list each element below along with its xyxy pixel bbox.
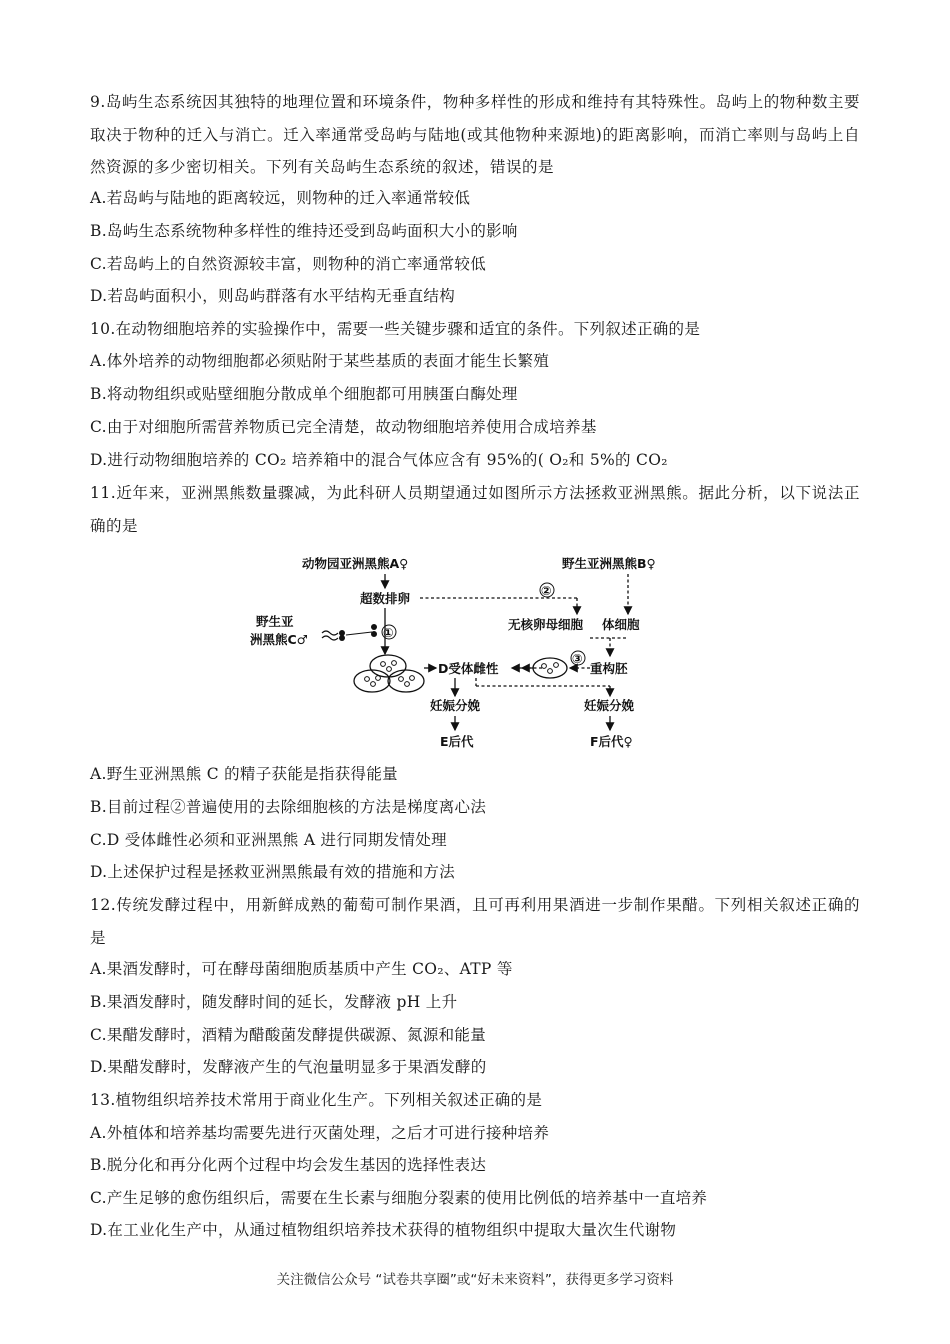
offspring-f-label: F后代♀ (590, 734, 633, 749)
step1-label: ① (383, 625, 394, 640)
step3-label: ③ (572, 651, 583, 666)
wild-bear-c-label-line2: 洲黑熊C♂ (250, 632, 308, 647)
q11-option-a: A.野生亚洲黑熊 C 的精子获能是指获得能量 (90, 765, 398, 783)
q13-option-d: D.在工业化生产中，从通过植物组织培养技术获得的植物组织中提取大量次生代谢物 (90, 1221, 677, 1239)
q9-option-d: D.若岛屿面积小，则岛屿群落有水平结构无垂直结构 (90, 287, 456, 305)
q13-option-a: A.外植体和培养基均需要先进行灭菌处理，之后才可进行接种培养 (90, 1124, 550, 1142)
somatic-cell-label: 体细胞 (602, 617, 640, 632)
q11-option-c: C.D 受体雌性必须和亚洲黑熊 A 进行同期发情处理 (90, 831, 447, 849)
q12-option-a: A.果酒发酵时，可在酵母菌细胞质基质中产生 CO₂、ATP 等 (90, 960, 513, 978)
q11-stem: 11.近年来，亚洲黑熊数量骤减，为此科研人员期望通过如图所示方法拯救亚洲黑熊。据此分析，以下说法正确的是 (90, 484, 860, 535)
bear-cloning-diagram (250, 548, 690, 753)
offspring-e-label: E后代 (440, 734, 474, 749)
step2-label: ② (541, 583, 552, 598)
q10-option-a: A.体外培养的动物细胞都必须贴附于某些基质的表面才能生长繁殖 (90, 352, 550, 370)
q12-option-c: C.果醋发酵时，酒精为醋酸菌发酵提供碳源、氮源和能量 (90, 1026, 487, 1044)
q13-option-b: B.脱分化和再分化两个过程中均会发生基因的选择性表达 (90, 1156, 487, 1174)
superovulation-label: 超数排卵 (360, 591, 411, 606)
q9-stem: 9.岛屿生态系统因其独特的地理位置和环境条件，物种多样性的形成和维持有其特殊性。岛屿上的物种数主要取决于物种的迁入与消亡。迁入率通常受岛屿与陆地(或其他物种来源地)的距离影响，而消亡率则与岛屿上自然资源的多少密切相关。下列有关岛屿生态系统的叙述，错误的是 (90, 93, 860, 176)
q12-stem: 12.传统发酵过程中，用新鲜成熟的葡萄可制作果酒，且可再利用果酒进一步制作果醋。下列相关叙述正确的是 (90, 896, 860, 947)
q10-option-d: D.进行动物细胞培养的 CO₂ 培养箱中的混合气体应含有 95%的( O₂和 5%的 CO₂ (90, 451, 668, 469)
wild-bear-c-label-line1: 野生亚 (256, 614, 294, 629)
q13-option-c: C.产生足够的愈伤组织后，需要在生长素与细胞分裂素的使用比例低的培养基中一直培养 (90, 1189, 708, 1207)
q12-option-d: D.果醋发酵时，发酵液产生的气泡量明显多于果酒发酵的 (90, 1058, 487, 1076)
q9-option-c: C.若岛屿上的自然资源较丰富，则物种的消亡率通常较低 (90, 255, 487, 273)
q10-option-b: B.将动物组织或贴壁细胞分散成单个细胞都可用胰蛋白酶处理 (90, 385, 518, 403)
wild-bear-b-label: 野生亚洲黑熊B♀ (562, 556, 656, 571)
embryo-cluster-icon (354, 655, 424, 692)
q9-option-a: A.若岛屿与陆地的距离较远，则物种的迁入率通常较低 (90, 189, 471, 207)
enucleated-oocyte-label: 无核卵母细胞 (508, 617, 584, 632)
sperm-icon (322, 624, 377, 641)
reconstructed-embryo-cell-icon (533, 658, 567, 678)
q9-option-b: B.岛屿生态系统物种多样性的维持还受到岛屿面积大小的影响 (90, 222, 518, 240)
q11-option-d: D.上述保护过程是拯救亚洲黑熊最有效的措施和方法 (90, 863, 456, 881)
page-footer-note: 关注微信公众号 “试卷共享圈”或“好未来资料”，获得更多学习资料 (276, 1272, 674, 1288)
q10-stem: 10.在动物细胞培养的实验操作中，需要一些关键步骤和适宜的条件。下列叙述正确的是 (90, 320, 701, 338)
q12-option-b: B.果酒发酵时，随发酵时间的延长，发酵液 pH 上升 (90, 993, 458, 1011)
recipient-d-label: D受体雌性 (438, 661, 499, 676)
reconstructed-embryo-label: 重构胚 (590, 661, 628, 676)
zoo-bear-a-label: 动物园亚洲黑熊A♀ (302, 556, 409, 571)
pregnancy-right-label: 妊娠分娩 (584, 698, 635, 713)
pregnancy-left-label: 妊娠分娩 (430, 698, 481, 713)
q10-option-c: C.由于对细胞所需营养物质已完全清楚，故动物细胞培养使用合成培养基 (90, 418, 597, 436)
q13-stem: 13.植物组织培养技术常用于商业化生产。下列相关叙述正确的是 (90, 1091, 543, 1109)
q11-option-b: B.目前过程②普遍使用的去除细胞核的方法是梯度离心法 (90, 798, 487, 816)
